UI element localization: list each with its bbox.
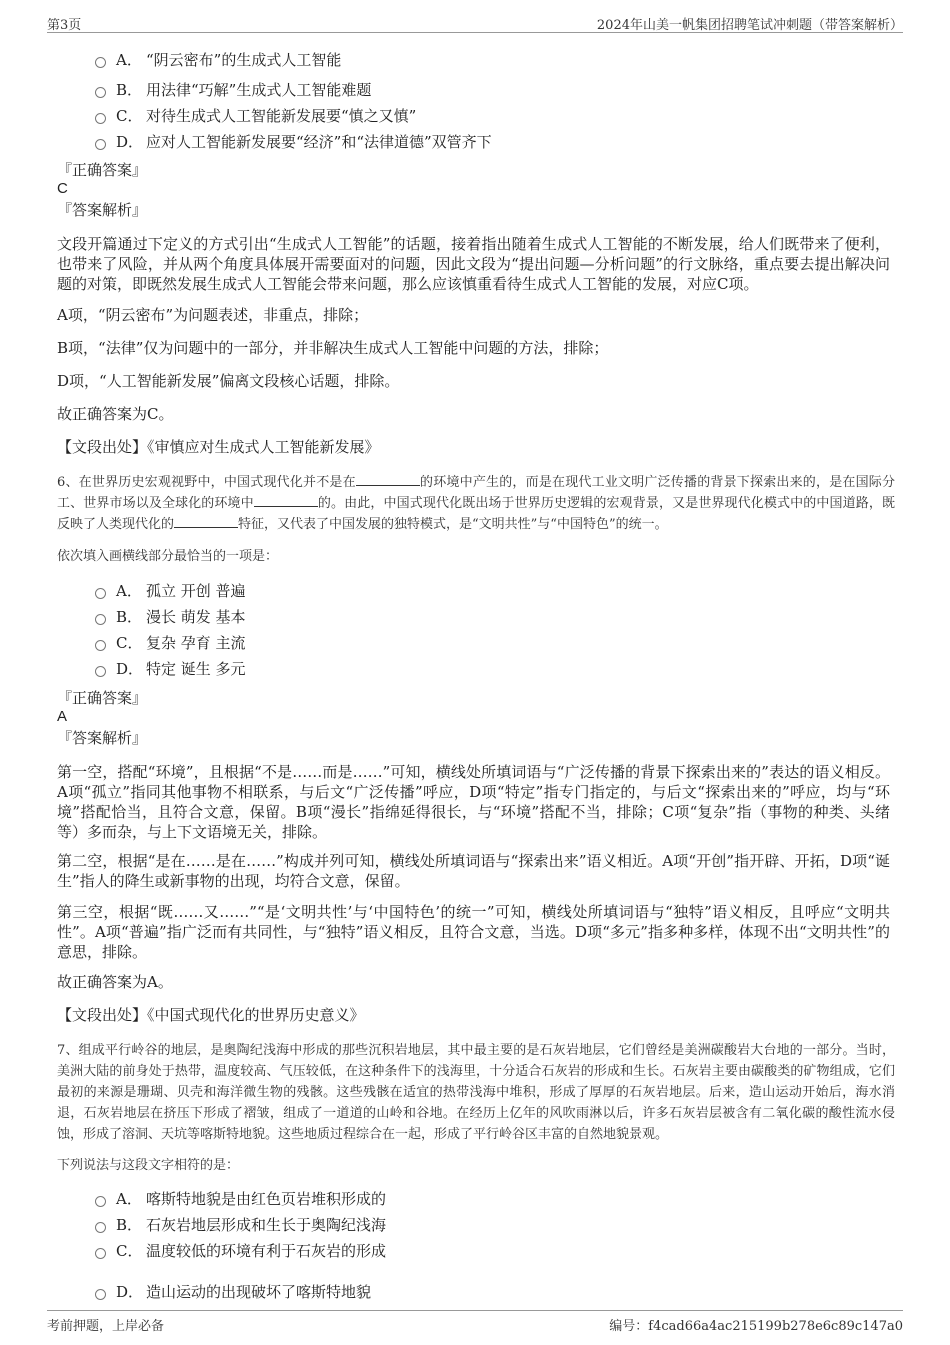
q6-option-c[interactable]: C． 复杂 孕育 主流	[95, 632, 246, 654]
source-citation: 【文段出处】《审慎应对生成式人工智能新发展》	[57, 438, 380, 456]
fill-blank	[174, 514, 238, 528]
radio-icon[interactable]	[95, 113, 106, 124]
analysis-label: 『答案解析』	[57, 201, 148, 219]
document-id: 编号：f4cad66a4ac215199b278e6c89c147a0	[609, 1319, 903, 1334]
radio-icon[interactable]	[95, 614, 106, 625]
answer-label: 『正确答案』	[57, 161, 148, 179]
analysis-paragraph: A项，“阴云密布”为问题表述，非重点，排除；	[57, 306, 369, 324]
radio-icon[interactable]	[95, 1196, 106, 1207]
question-stem: 6、在世界历史宏观视野中，中国式现代化并不是在 的环境中产生的，而是在现代工业文明广泛传播的背景下探索出来的，是在国际分工、世界市场以及全球化的环境中 的。由此，中国式现代化既出场于世界历史逻辑的宏观背景，又是世界现代化模式中的中国道路，既反映了人类现代化的 特征，又代表了中国发展的独特模式，是“文明共性”与“中国特色”的统一。	[57, 472, 895, 535]
fill-blank	[356, 472, 420, 486]
radio-icon[interactable]	[95, 1248, 106, 1259]
question-prompt: 下列说法与这段文字相符的是：	[57, 1158, 240, 1173]
q7-option-b[interactable]: B． 石灰岩地层形成和生长于奥陶纪浅海	[95, 1214, 386, 1236]
radio-icon[interactable]	[95, 139, 106, 150]
q5-option-c[interactable]: C． 对待生成式人工智能新发展要“慎之又慎”	[95, 105, 416, 127]
document-title: 2024年山美一帆集团招聘笔试冲刺题（带答案解析）	[596, 18, 903, 33]
radio-icon[interactable]	[95, 640, 106, 651]
answer-value: C	[57, 180, 68, 197]
analysis-conclusion: 故正确答案为C。	[57, 405, 174, 423]
answer-label: 『正确答案』	[57, 689, 148, 707]
radio-icon[interactable]	[95, 87, 106, 98]
q5-option-b[interactable]: B． 用法律“巧解”生成式人工智能难题	[95, 79, 371, 101]
question-prompt: 依次填入画横线部分最恰当的一项是：	[57, 549, 279, 564]
q6-option-a[interactable]: A． 孤立 开创 普遍	[95, 580, 246, 602]
fill-blank	[254, 493, 318, 507]
q6-option-b[interactable]: B． 漫长 萌发 基本	[95, 606, 246, 628]
radio-icon[interactable]	[95, 1289, 106, 1300]
radio-icon[interactable]	[95, 57, 106, 68]
analysis-paragraph: D项，“人工智能新发展”偏离文段核心话题，排除。	[57, 372, 400, 390]
radio-icon[interactable]	[95, 588, 106, 599]
radio-icon[interactable]	[95, 666, 106, 677]
analysis-paragraph: B项，“法律”仅为问题中的一部分，并非解决生成式人工智能中问题的方法，排除；	[57, 339, 609, 357]
source-citation: 【文段出处】《中国式现代化的世界历史意义》	[57, 1006, 365, 1024]
q5-option-a[interactable]: A． “阴云密布”的生成式人工智能	[95, 49, 341, 71]
page-footer	[47, 1310, 903, 1333]
q7-option-a[interactable]: A． 喀斯特地貌是由红色页岩堆积形成的	[95, 1188, 386, 1210]
analysis-paragraph: 第三空，根据“既……又……”“是‘文明共性’与‘中国特色’的统一”可知，横线处所填词语与“独特”语义相反，且呼应“文明共性”。A项“普遍”指广泛而有共同性，与“独特”语义相反，且符合文意，当选。D项“多元”指多种多样，体现不出“文明共性”的意思，排除。	[57, 903, 890, 961]
q6-option-d[interactable]: D． 特定 诞生 多元	[95, 658, 246, 680]
page-header	[47, 12, 903, 33]
radio-icon[interactable]	[95, 1222, 106, 1233]
q5-option-d[interactable]: D． 应对人工智能新发展要“经济”和“法律道德”双管齐下	[95, 131, 492, 153]
q7-option-c[interactable]: C． 温度较低的环境有利于石灰岩的形成	[95, 1240, 386, 1262]
answer-value: A	[57, 708, 68, 725]
q7-option-d[interactable]: D． 造山运动的出现破坏了喀斯特地貌	[95, 1281, 371, 1303]
analysis-paragraph: 第一空，搭配“环境”，且根据“不是……而是……”可知，横线处所填词语与“广泛传播的背景下探索出来的”表达的语义相反。A项“孤立”指同其他事物不相联系，与后文“广泛传播”呼应，D项“特定”指专门指定的，与后文“探索出来的”呼应，均与“环境”搭配恰当，且符合文意，保留。B项“漫长”指绵延得很长，与“环境”搭配不当，排除；C项“复杂”指（事物的种类、头绪等）多而杂，与上下文语境无关，排除。	[57, 763, 890, 841]
question-stem: 7、组成平行岭谷的地层，是奥陶纪浅海中形成的那些沉积岩地层，其中最主要的是石灰岩地层，它们曾经是美洲碳酸岩大台地的一部分。当时，美洲大陆的前身处于热带，温度较高、气压较低，在这种条件下的浅海里，十分适合石灰岩的形成和生长。石灰岩主要由碳酸类的矿物组成，它们最初的来源是珊瑚、贝壳和海洋微生物的残骸。这些残骸在适宜的热带浅海中堆积，形成了厚厚的石灰岩地层。后来，造山运动开始后，海水消退，石灰岩地层在挤压下形成了褶皱，组成了一道道的山岭和谷地。在经历上亿年的风吹雨淋以后，许多石灰岩层被含有二氧化碳的酸性流水侵蚀，形成了溶洞、天坑等喀斯特地貌。这些地质过程综合在一起，形成了平行岭谷区丰富的自然地貌景观。	[57, 1043, 895, 1142]
page-number: 第3页	[47, 18, 82, 33]
analysis-paragraph: 文段开篇通过下定义的方式引出“生成式人工智能”的话题，接着指出随着生成式人工智能的不断发展，给人们既带来了便利，也带来了风险，并从两个角度具体展开需要面对的问题，因此文段为“提出问题—分析问题”的行文脉络，重点要去提出解决问题的对策，即既然发展生成式人工智能会带来问题，那么应该慎重看待生成式人工智能的发展，对应C项。	[57, 235, 890, 293]
footer-slogan: 考前押题，上岸必备	[47, 1319, 165, 1334]
analysis-conclusion: 故正确答案为A。	[57, 973, 173, 991]
analysis-label: 『答案解析』	[57, 729, 148, 747]
analysis-paragraph: 第二空，根据“是在……是在……”构成并列可知，横线处所填词语与“探索出来”语义相近。A项“开创”指开辟、开拓，D项“诞生”指人的降生或新事物的出现，均符合文意，保留。	[57, 852, 890, 890]
